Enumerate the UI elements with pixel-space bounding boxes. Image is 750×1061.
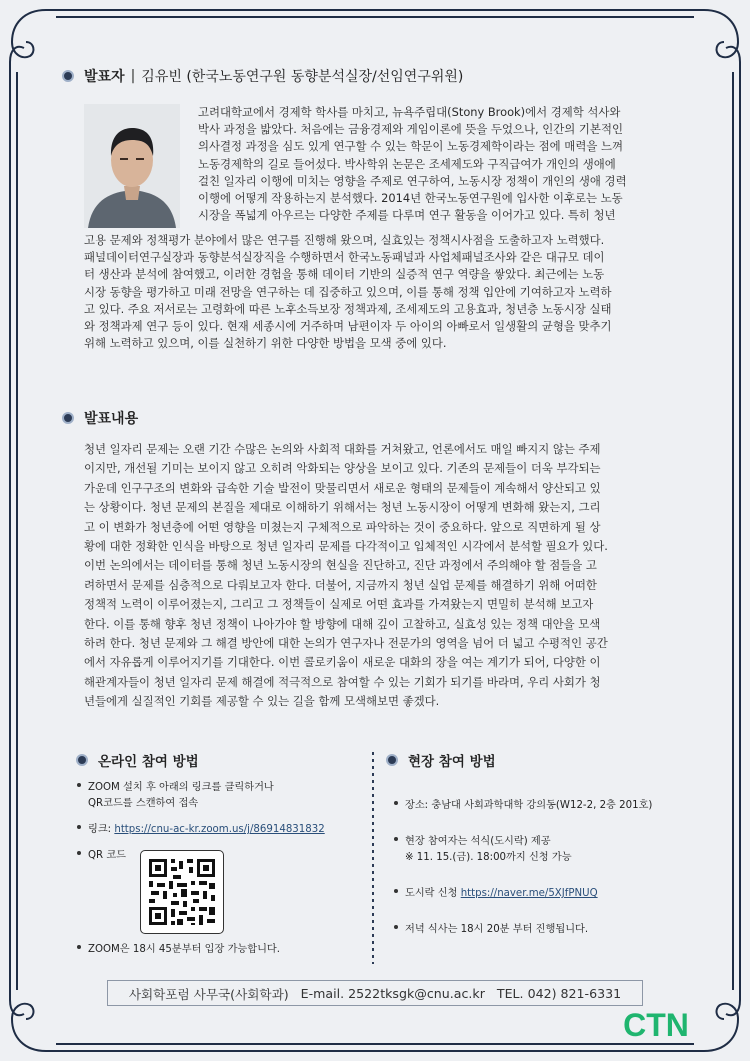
bio-line: 시장 동향을 평가하고 미래 전망을 연구하는 데 집중하고 있으며, 이를 통해 정책 입안에 기여하고자 노력하 (84, 284, 612, 299)
offline-place: 장소: 충남대 사회과학대학 강의동(W12-2, 2층 201호) (405, 800, 653, 811)
list-item (394, 922, 588, 938)
bio-line: 고용 문제와 정책평가 분야에서 많은 연구를 진행해 왔으며, 실효있는 정책시사점을 도출하고자 노력했다. (84, 233, 605, 247)
qr-label: QR 코드 (88, 850, 127, 861)
online-header (76, 750, 199, 770)
section-bullet-icon (386, 754, 398, 766)
content-line: 가운데 인구구조의 변화와 급속한 기술 발전이 맞물리면서 새로운 형태의 문제들이 계속해서 양산되고 있 (84, 480, 601, 495)
content-line: 이번 논의에서는 데이터를 통해 청년 노동시장의 현실을 진단하고, 진단 과정에서 주의해야 할 점들을 고 (84, 558, 597, 573)
online-label: 온라인 참여 방법 (98, 754, 199, 770)
footer-office: 사회학포럼 사무국(사회학과) (128, 986, 289, 1002)
list-item (394, 834, 572, 866)
speaker-bio-continued (84, 232, 611, 352)
offline-meal-line2: ※ 11. 15.(금). 18:00까지 신청 가능 (405, 852, 572, 863)
content-line: 려하면서 문제를 심층적으로 다뤄보고자 한다. 더불어, 지금까지 청년 실업 문제를 해결하기 위해 어떠한 (84, 577, 597, 592)
qr-code[interactable] (140, 850, 224, 934)
content-line: 청년 일자리 문제는 오랜 기간 수많은 논의와 사회적 대화를 거쳐왔고, 언론에서도 매일 빠지지 않는 주제 (84, 442, 601, 456)
bullet-dot-icon (394, 889, 398, 893)
content-line: 황에 대한 정확한 인식을 바탕으로 청년 일자리 문제를 다각적이고 입체적인 시각에서 분석할 필요가 있다. (84, 539, 608, 554)
content-body (84, 440, 608, 712)
footer-email[interactable]: E-mail. 2522tksgk@cnu.ac.kr (300, 985, 485, 1001)
speaker-label: 발표자 (84, 69, 125, 85)
bio-line: 고 있다. 주요 저서로는 고령화에 따른 노후소득보장 정책과제, 조세제도의 고용효과, 청년층 노동시장 실태 (84, 301, 612, 316)
bullet-dot-icon (394, 801, 398, 805)
speaker-photo (84, 104, 180, 228)
bullet-dot-icon (394, 837, 398, 841)
content-line: 하려 한다. 청년 문제와 그 해결 방안에 대한 논의가 연구자나 전문가의 영역을 넘어 더 넓고 수평적인 공간 (84, 636, 608, 651)
content-line: 고 이 변화가 청년층에 어떤 영향을 미쳤는지 구체적으로 파악하는 것이 중요하다. 앞으로 직면하게 될 상 (84, 519, 601, 534)
bio-line: 패널데이터연구실장과 동향분석실장직을 수행하면서 한국노동패널과 사업체패널조사와 같은 대규모 데이 (84, 250, 605, 265)
offline-header (386, 750, 496, 770)
online-zoom-line2: QR코드를 스캔하여 접속 (88, 798, 199, 809)
content-line: 는 상황이다. 청년 문제의 본질을 제대로 이해하기 위해서는 청년 노동시장이 어떻게 변화해 왔는지, 그리 (84, 500, 601, 515)
section-bullet-icon (62, 412, 74, 424)
speaker-separator: | (130, 68, 136, 84)
section-bullet-icon (76, 754, 88, 766)
lunchbox-link[interactable]: https://naver.me/5XJfPNUQ (460, 888, 598, 899)
content-line: 년들에게 실질적인 기회를 제공할 수 있는 길을 함께 모색해보면 좋겠다. (84, 694, 440, 709)
speaker-bio-intro (198, 104, 627, 224)
logo-text: CTN (623, 1007, 689, 1042)
lunchbox-label: 도시락 신청 (405, 888, 461, 899)
bullet-dot-icon (77, 945, 81, 949)
bullet-dot-icon (77, 851, 81, 855)
list-item (77, 780, 274, 812)
offline-label: 현장 참여 방법 (408, 754, 496, 770)
footer-contact (107, 980, 643, 1006)
bio-line: 노동경제학의 길로 들어섰다. 박사학위 논문은 조세제도와 구직급여가 개인의 생애에 (198, 156, 616, 171)
bio-line: 위해 노력하고 있으며, 이를 실천하기 위한 다양한 방법을 모색 중에 있다. (84, 336, 447, 351)
offline-meal-line1: 현장 참여자는 석식(도시락) 제공 (405, 836, 551, 847)
zoom-link[interactable]: https://cnu-ac-kr.zoom.us/j/86914831832 (114, 824, 325, 835)
list-item (77, 822, 325, 838)
column-divider (371, 752, 375, 964)
zoom-entry-note: ZOOM은 18시 45분부터 입장 가능합니다. (88, 944, 281, 955)
bio-line: 고려대학교에서 경제학 학사를 마치고, 뉴욕주립대(Stony Brook)에서 경제학 석사와 (198, 105, 621, 119)
speaker-name: 김유빈 (한국노동연구원 동향분석실장/선임연구위원) (141, 69, 464, 85)
online-link-label: 링크: (88, 824, 115, 835)
online-zoom-line1: ZOOM 설치 후 아래의 링크를 클릭하거나 (88, 782, 274, 793)
bullet-dot-icon (77, 783, 81, 787)
ctn-logo (616, 1006, 696, 1042)
footer-tel: TEL. 042) 821-6331 (496, 985, 622, 1001)
section-bullet-icon (62, 70, 74, 82)
list-item (394, 798, 652, 814)
list-item (77, 848, 126, 864)
bio-line: 이행에 어떻게 작용하는지 분석했다. 2014년 한국노동연구원에 입사한 이후로는 노동 (198, 191, 623, 206)
content-line: 이지만, 개선될 기미는 보이지 않고 오히려 악화되는 양상을 보이고 있다. 기존의 문제들이 더욱 부각되는 (84, 461, 601, 476)
content-line: 한다. 이를 통해 향후 청년 정책이 나아가야 할 방향에 대해 깊이 고찰하고, 실효성 있는 정책 대안을 모색 (84, 616, 601, 631)
dinner-note: 저녁 식사는 18시 20분 부터 진행됩니다. (405, 924, 589, 935)
bio-line: 박사 과정을 밟았다. 처음에는 금융경제와 게임이론에 뜻을 두었으나, 인간의 기본적인 (198, 122, 623, 137)
content-label: 발표내용 (84, 411, 139, 427)
content-line: 해관계자들이 청년 일자리 문제 해결에 적극적으로 참여할 수 있는 기회가 되기를 바라며, 우리 사회가 청 (84, 674, 601, 689)
list-item (394, 886, 598, 902)
content-line: 정책적 노력이 이루어졌는지, 그리고 그 정책들이 실제로 어떤 효과를 가져왔는지 면밀히 분석해 보고자 (84, 597, 594, 612)
list-item (77, 942, 280, 958)
content-line: 에서 자유롭게 이루어지기를 기대한다. 이번 콜로키움이 새로운 대화의 장을 여는 계기가 되어, 다양한 이 (84, 655, 601, 670)
speaker-header (62, 66, 463, 86)
offline-list (394, 798, 724, 948)
bio-line: 의사결정 과정을 심도 있게 연구할 수 있는 학문이 노동경제학이라는 점에 매력을 느껴 (198, 139, 623, 154)
bio-line: 걸친 일자리 이행에 미치는 영향을 주제로 연구하여, 노동시장 정책이 개인의 생애 경력 (198, 173, 627, 188)
bio-line: 시장을 폭넓게 아우르는 다양한 주제를 다루며 연구 활동을 이어가고 있다. 특히 청년 (198, 208, 616, 223)
content-header (62, 408, 138, 428)
bio-line: 와 정책과제 연구 등이 있다. 현재 세종시에 거주하며 남편이자 두 아이의 아빠로서 일생활의 균형을 맞추기 (84, 319, 612, 334)
qr-code-icon (147, 857, 217, 927)
bullet-dot-icon (394, 925, 398, 929)
bullet-dot-icon (77, 825, 81, 829)
bio-line: 터 생산과 분석에 참여했고, 이러한 경험을 통해 데이터 기반의 실증적 연구 역량을 쌓았다. 최근에는 노동 (84, 267, 605, 282)
